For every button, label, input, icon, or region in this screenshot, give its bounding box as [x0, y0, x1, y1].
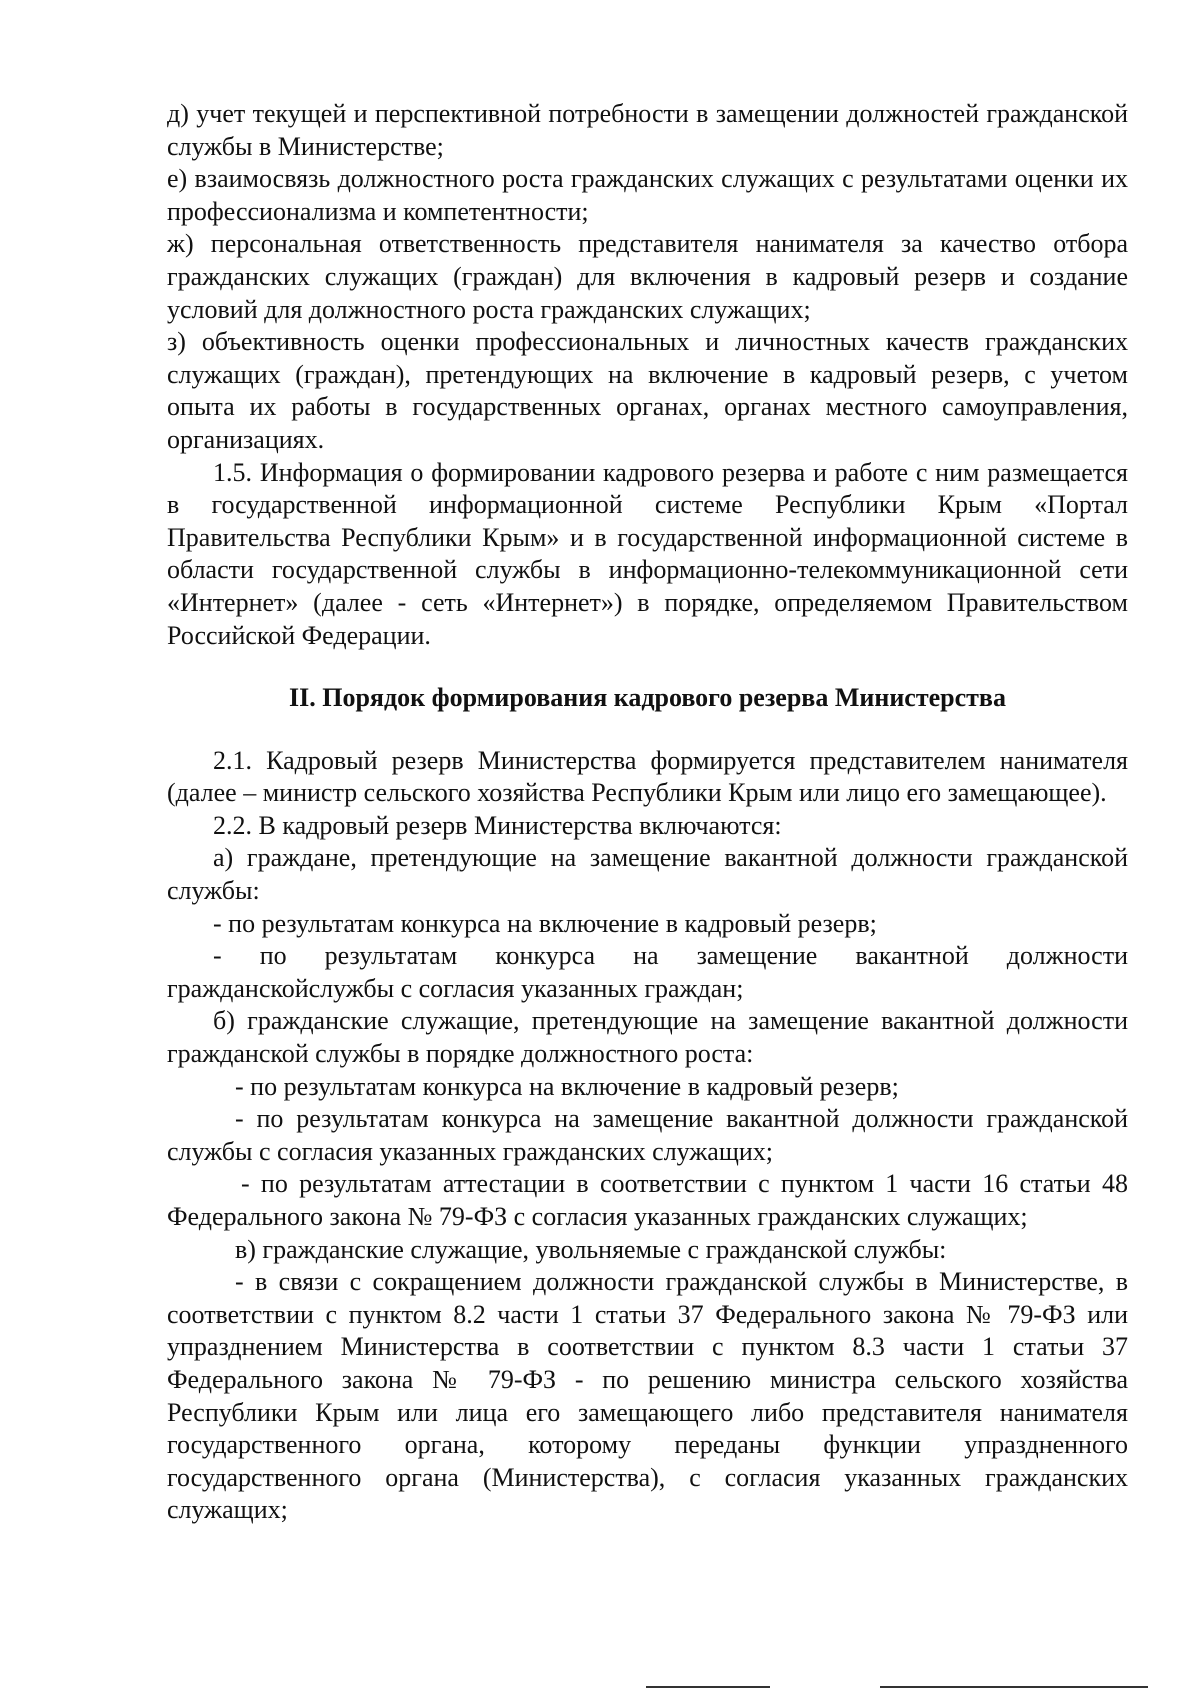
paragraph-b: б) гражданские служащие, претендующие на замещение вакантной должности гражданской службы в порядке должностного роста:	[167, 1006, 1128, 1069]
list-item-b1: - по результатам конкурса на включение в кадровый резерв;	[235, 1071, 899, 1101]
paragraph-z: з) объективность оценки профессиональных и личностных качеств гражданских служащих (граждан), претендующих на включение в кадровый резерв, с учетом опыта их работы в государственных органах, органах местного самоуправления, организациях.	[167, 327, 1128, 454]
list-item-b2: - по результатам конкурса на замещение вакантной должности гражданской службы с согласия указанных гражданских служащих;	[167, 1104, 1128, 1166]
paragraph-v: в) гражданские служащие, увольняемые с гражданской службы:	[235, 1234, 947, 1264]
paragraph-e: е) взаимосвязь должностного роста гражданских служащих с результатами оценки их профессионализма и компетентности;	[167, 164, 1128, 226]
paragraph-2-1: 2.1. Кадровый резерв Министерства формируется представителем нанимателя (далее – министр сельского хозяйства Республики Крым или лицо его замещающее).	[167, 745, 1128, 808]
paragraph-zh: ж) персональная ответственность представителя нанимателя за качество отбора гражданских служащих (граждан) для включения в кадровый резерв и создание условий для должностного роста гражданских служащих;	[167, 229, 1128, 324]
paragraph-d: д) учет текущей и перспективной потребности в замещении должностей гражданской службы в Министерстве;	[167, 99, 1128, 161]
footer-rule-right	[880, 1686, 1148, 1688]
paragraph-a: а) граждане, претендующие на замещение вакантной должности гражданской службы:	[167, 843, 1128, 906]
list-item-a2: - по результатам конкурса на замещение вакантной должности гражданскойслужбы с согласия указанных граждан;	[167, 941, 1128, 1003]
section-heading: II. Порядок формирования кадрового резерва Министерства	[289, 683, 1006, 713]
document-page	[167, 98, 1128, 1527]
list-item-b3: - по результатам аттестации в соответствии с пунктом 1 части 16 статьи 48 Федерального закона № 79-ФЗ с согласия указанных гражданских служащих;	[167, 1169, 1128, 1231]
paragraph-1-5: 1.5. Информация о формировании кадрового резерва и работе с ним размещается в государственной информационной системе Республики Крым «Портал Правительства Республики Крым» и в государственной информационной системе в области государственной службы в информационно-телекоммуникационной сети «Интернет» (далее - сеть «Интернет») в порядке, определяемом Правительством Российской Федерации.	[167, 457, 1128, 650]
paragraph-2-2: 2.2. В кадровый резерв Министерства включаются:	[213, 810, 782, 840]
list-item-v1: - в связи с сокращением должности гражданской службы в Министерстве, в соответствии с пунктом 8.2 части 1 статьи 37 Федерального закона № 79-ФЗ или упразднением Министерства в соответствии с пунктом 8.3 части 1 статьи 37 Федерального закона № 79-ФЗ - по решению министра сельского хозяйства Республики Крым или лица его замещающего либо представителя нанимателя государственного органа, которому переданы функции упраздненного государственного органа (Министерства), с согласия указанных гражданских служащих;	[167, 1267, 1128, 1525]
footer-rule-left	[646, 1686, 770, 1688]
list-item-a1: - по результатам конкурса на включение в кадровый резерв;	[213, 908, 877, 938]
